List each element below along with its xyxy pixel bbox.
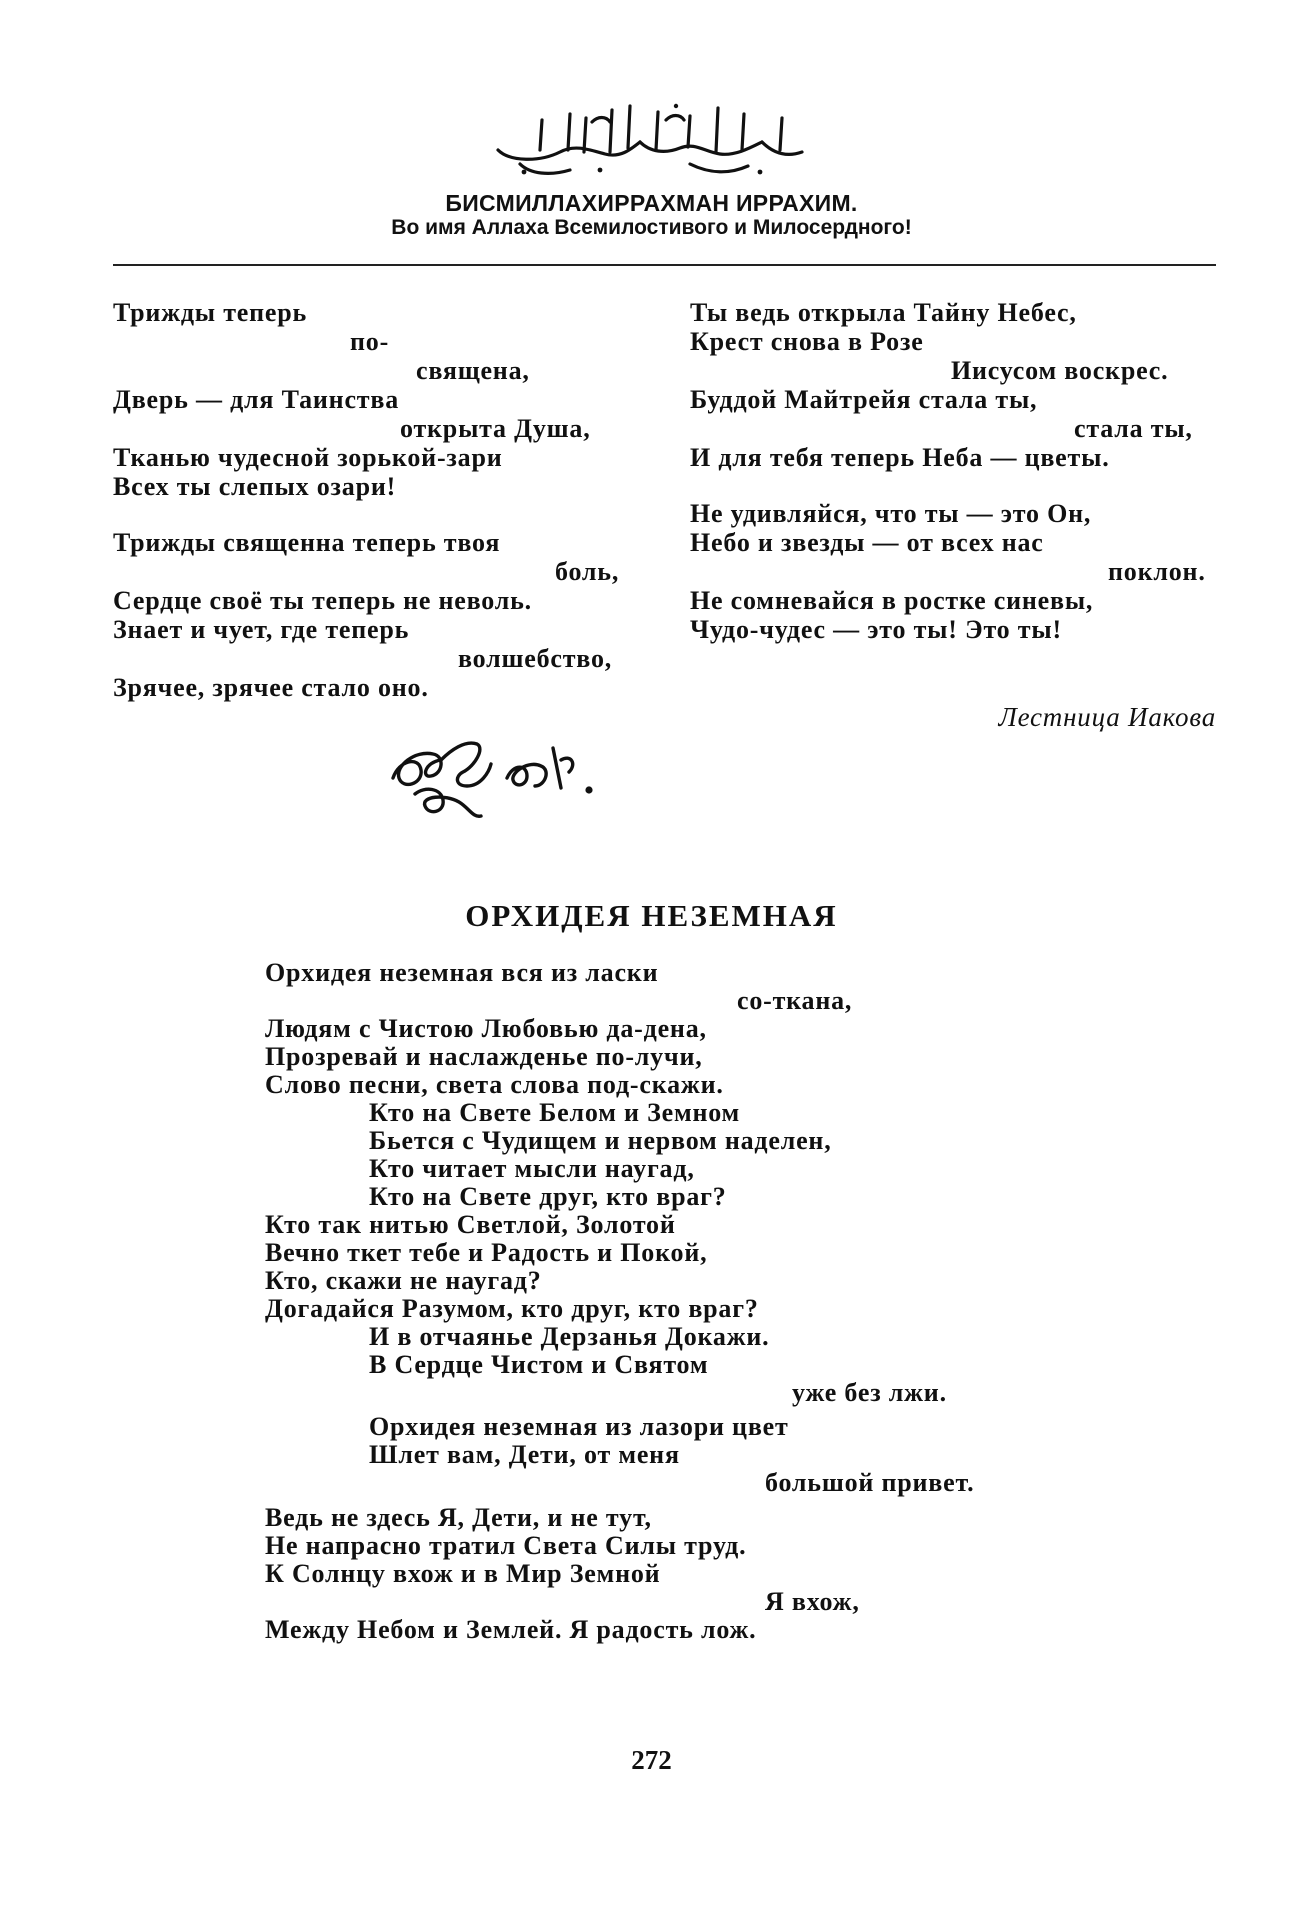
poem-orchid-line: Шлет вам, Дети, от меня xyxy=(369,1440,680,1469)
poem-orchid-line: Не напрасно тратил Света Силы труд. xyxy=(265,1531,747,1560)
poem-right-line: Чудо-чудес — это ты! Это ты! xyxy=(690,615,1062,644)
poem-orchid-line: Вечно ткет тебе и Радость и Покой, xyxy=(265,1238,708,1267)
poem-orchid-line: К Солнцу вхож и в Мир Земной xyxy=(265,1559,661,1588)
poem-orchid-line: Орхидея неземная вся из ласки xyxy=(265,958,659,987)
poem-orchid-line: Слово песни, света слова под-скажи. xyxy=(265,1070,724,1099)
poem-left-line: открыта Душа, xyxy=(400,414,591,443)
poem-right-line: Не сомневайся в ростке синевы, xyxy=(690,586,1094,615)
poem-orchid xyxy=(0,958,1303,1658)
poem-orchid-line: уже без лжи. xyxy=(792,1378,947,1407)
poem-right xyxy=(690,298,1210,718)
arabic-calligraphy-graphic xyxy=(480,92,820,184)
poem-left-line: Всех ты слепых озари! xyxy=(113,472,397,501)
poem-orchid-line: Кто на Свете Белом и Земном xyxy=(369,1098,741,1127)
poem-left-line: Трижды священна теперь твоя xyxy=(113,528,501,557)
header-divider xyxy=(113,264,1216,266)
poem-orchid-line: большой привет. xyxy=(765,1468,975,1497)
poem-right-line: Крест снова в Розе xyxy=(690,327,924,356)
poem-left-line: Знает и чует, где теперь xyxy=(113,615,410,644)
poem-left xyxy=(113,298,633,718)
poem-left-line: боль, xyxy=(555,557,620,586)
poem-right-line: Не удивляйся, что ты — это Он, xyxy=(690,499,1092,528)
poem-orchid-line: Прозревай и наслажденье по-лучи, xyxy=(265,1042,703,1071)
poem-right-line: И для тебя теперь Неба — цветы. xyxy=(690,443,1110,472)
poem-left-line: священа, xyxy=(416,356,530,385)
poem-orchid-line: Догадайся Разумом, кто друг, кто враг? xyxy=(265,1294,759,1323)
poem-orchid-line: Кто на Свете друг, кто враг? xyxy=(369,1182,727,1211)
poem-right-line: поклон. xyxy=(1108,557,1206,586)
poem-right-line: стала ты, xyxy=(1074,414,1193,443)
poem-orchid-line: Я вхож, xyxy=(765,1587,860,1616)
page-number: 272 xyxy=(631,1745,672,1775)
poem-left-line: Трижды теперь xyxy=(113,298,308,327)
bismillah-calligraphy xyxy=(480,92,820,184)
poem-left-line: Дверь — для Таинства xyxy=(113,385,399,414)
poem-orchid-line: Кто, скажи не наугад? xyxy=(265,1266,542,1295)
poem-orchid-line: Кто читает мысли наугад, xyxy=(369,1154,695,1183)
poem-right-line: Буддой Майтрейя стала ты, xyxy=(690,385,1038,414)
poem-orchid-line: Ведь не здесь Я, Дети, и не тут, xyxy=(265,1503,652,1532)
poem-orchid-line: И в отчаянье Дерзанья Докажи. xyxy=(369,1322,770,1351)
header-title: БИСМИЛЛАХИРРАХМАН ИРРАХИМ. xyxy=(445,190,858,216)
poem-left-line: Зрячее, зрячее стало оно. xyxy=(113,673,429,702)
poem-right-line: Иисусом воскрес. xyxy=(951,356,1169,385)
poem-left-line: по- xyxy=(350,327,390,356)
signature-graphic xyxy=(385,720,620,830)
poem-right-caption: Лестница Иакова xyxy=(998,702,1216,732)
poem-orchid-line: Орхидея неземная из лазори цвет xyxy=(369,1412,789,1441)
poem-orchid-line: Кто так нитью Светлой, Золотой xyxy=(265,1210,676,1239)
poem-orchid-line: Бьется с Чудищем и нервом наделен, xyxy=(369,1126,832,1155)
header-subtitle: Во имя Аллаха Всемилостивого и Милосердного! xyxy=(391,216,912,239)
handwritten-signature xyxy=(385,720,620,830)
poem-orchid-line: Между Небом и Землей. Я радость лож. xyxy=(265,1615,757,1644)
section-title: ОРХИДЕЯ НЕЗЕМНАЯ xyxy=(465,898,838,933)
poem-orchid-line: Людям с Чистою Любовью да-дена, xyxy=(265,1014,707,1043)
poem-right-line: Небо и звезды — от всех нас xyxy=(690,528,1044,557)
poem-orchid-line: со-ткана, xyxy=(737,986,853,1015)
poem-right-line: Ты ведь открыла Тайну Небес, xyxy=(690,298,1077,327)
poem-left-line: Сердце своё ты теперь не неволь. xyxy=(113,586,532,615)
poem-left-line: волшебство, xyxy=(458,644,613,673)
poem-left-line: Тканью чудесной зорькой-зари xyxy=(113,443,503,472)
poem-orchid-line: В Сердце Чистом и Святом xyxy=(369,1350,709,1379)
